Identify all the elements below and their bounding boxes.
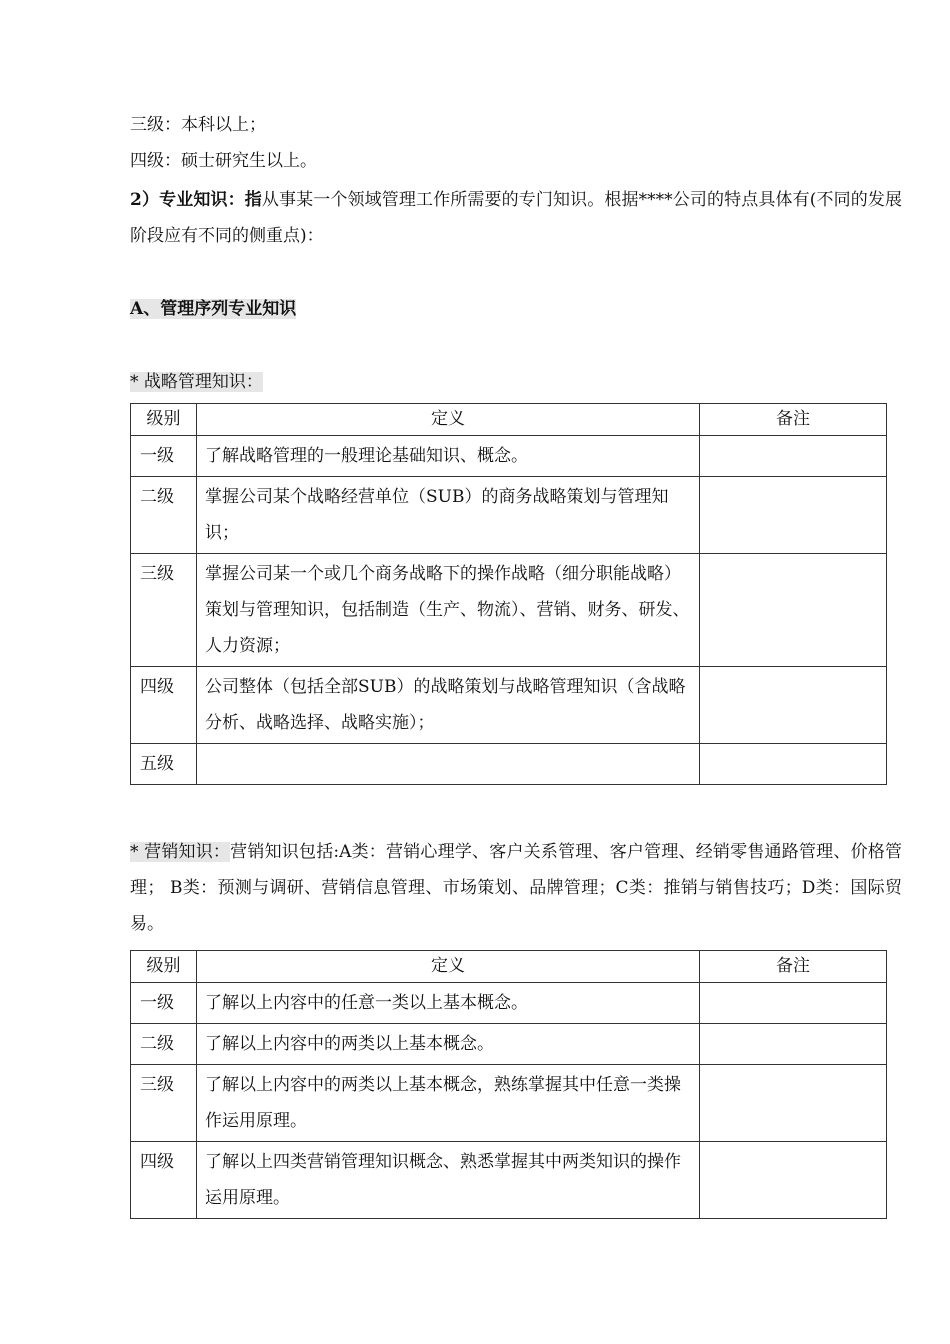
row-definition: 了解以上内容中的两类以上基本概念。 — [197, 1024, 700, 1065]
row-definition — [197, 744, 700, 785]
table-row — [131, 436, 887, 477]
education-level-3: 三级：本科以上； — [130, 115, 266, 135]
row-level: 四级 — [131, 667, 197, 744]
row-level: 三级 — [131, 554, 197, 667]
marketing-description: 营销知识包括:A类：营销心理学、客户关系管理、客户管理、经销零售通路管理、价格管理； B类：预测与调研、营销信息管理、市场策划、品牌管理；C类：推销与销售技巧；D类：国际贸易。 — [130, 842, 902, 934]
table-row — [131, 477, 887, 554]
header-definition: 定义 — [197, 951, 700, 983]
header-note: 备注 — [700, 951, 887, 983]
row-definition: 公司整体（包括全部SUB）的战略策划与战略管理知识（含战略分析、战略选择、战略实施）； — [197, 667, 700, 744]
row-definition: 掌握公司某个战略经营单位（SUB）的商务战略策划与管理知识； — [197, 477, 700, 554]
strategy-label — [130, 370, 263, 394]
table-row — [131, 1024, 887, 1065]
row-note — [700, 983, 887, 1024]
row-note — [700, 1065, 887, 1142]
table-row — [131, 1142, 887, 1219]
row-level: 四级 — [131, 1142, 197, 1219]
table-header-row — [131, 404, 887, 436]
header-level: 级别 — [131, 404, 197, 436]
row-definition: 了解以上内容中的任意一类以上基本概念。 — [197, 983, 700, 1024]
strategy-label-text: * 战略管理知识： — [130, 372, 263, 392]
row-level: 五级 — [131, 744, 197, 785]
row-note — [700, 1024, 887, 1065]
strategy-table — [130, 403, 887, 785]
row-level: 一级 — [131, 983, 197, 1024]
row-level: 三级 — [131, 1065, 197, 1142]
section-a-heading — [130, 297, 296, 321]
marketing-table — [130, 950, 887, 1219]
row-level: 二级 — [131, 477, 197, 554]
table-row — [131, 667, 887, 744]
row-level: 二级 — [131, 1024, 197, 1065]
table-row — [131, 983, 887, 1024]
row-definition: 了解战略管理的一般理论基础知识、概念。 — [197, 436, 700, 477]
professional-knowledge-term: 2）专业知识：指 — [130, 190, 262, 210]
section-a-heading-text: A、管理序列专业知识 — [130, 299, 297, 319]
table-row — [131, 744, 887, 785]
row-note — [700, 554, 887, 667]
marketing-label: * 营销知识： — [130, 842, 231, 862]
table-row — [131, 554, 887, 667]
row-definition: 了解以上内容中的两类以上基本概念，熟练掌握其中任意一类操作运用原理。 — [197, 1065, 700, 1142]
row-note — [700, 436, 887, 477]
row-definition: 掌握公司某一个或几个商务战略下的操作战略（细分职能战略）策划与管理知识，包括制造（生产、物流）、营销、财务、研发、人力资源； — [197, 554, 700, 667]
marketing-paragraph — [130, 834, 902, 942]
header-level: 级别 — [131, 951, 197, 983]
row-note — [700, 667, 887, 744]
row-level: 一级 — [131, 436, 197, 477]
header-note: 备注 — [700, 404, 887, 436]
table-header-row — [131, 951, 887, 983]
header-definition: 定义 — [197, 404, 700, 436]
table-row — [131, 1065, 887, 1142]
professional-knowledge-paragraph — [130, 182, 902, 254]
row-note — [700, 477, 887, 554]
education-level-4: 四级：硕士研究生以上。 — [130, 151, 317, 171]
row-note — [700, 744, 887, 785]
professional-knowledge-text: 从事某一个领域管理工作所需要的专门知识。根据****公司的特点具体有(不同的发展阶段应有不同的侧重点)： — [130, 190, 902, 246]
row-note — [700, 1142, 887, 1219]
row-definition: 了解以上四类营销管理知识概念、熟悉掌握其中两类知识的操作运用原理。 — [197, 1142, 700, 1219]
